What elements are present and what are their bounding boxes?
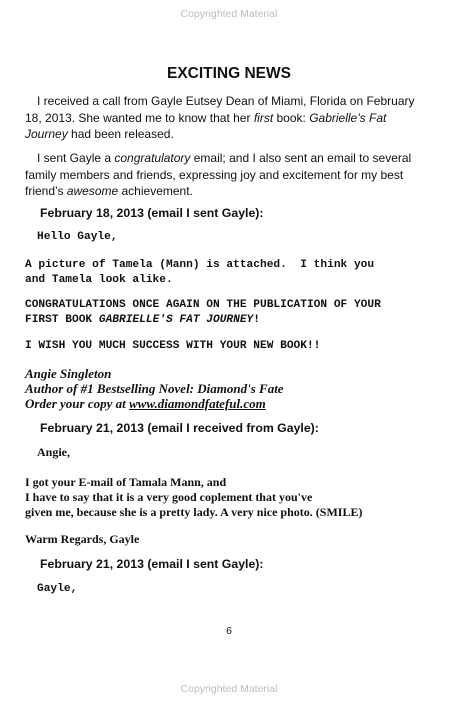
signature-author: Author of #1 Bestselling Novel: Diamond's Fate bbox=[25, 381, 284, 396]
email3-greeting: Gayle, bbox=[37, 583, 78, 595]
para1-book-title: Gabrielle’s Fat Journey bbox=[25, 110, 387, 141]
para2-text-c: achievement. bbox=[118, 184, 193, 198]
page-number: 6 bbox=[226, 625, 232, 637]
email1-line-2: and Tamela look alike. bbox=[25, 274, 173, 286]
para1-text-a: I received a call from Gayle Eutsey Dean of Miami, Florida on February 18, 2013. She wanted me to know that her bbox=[25, 94, 415, 125]
copyright-watermark-top: Copyrighted Material bbox=[180, 8, 278, 20]
para2-text-b: email; and I also sent an email to several family members and friends, expressing joy and excitement for my best friend’s bbox=[25, 151, 412, 198]
paragraph-2 bbox=[25, 150, 417, 200]
page-title: EXCITING NEWS bbox=[166, 65, 291, 82]
email1-line-5: I WISH YOU MUCH SUCCESS WITH YOUR NEW BOOK!! bbox=[25, 340, 321, 352]
para1-text-c: had been released. bbox=[67, 127, 174, 141]
signature-website-link[interactable]: www.diamondfateful.com bbox=[129, 396, 266, 411]
email1-line-4-prefix: FIRST BOOK bbox=[25, 314, 99, 326]
email-heading-feb18: February 18, 2013 (email I sent Gayle): bbox=[40, 206, 264, 220]
email1-book-title: GABRIELLE'S FAT JOURNEY bbox=[98, 314, 254, 326]
email-heading-feb21-sent: February 21, 2013 (email I sent Gayle): bbox=[40, 557, 264, 571]
signature-order bbox=[25, 396, 266, 412]
email1-greeting: Hello Gayle, bbox=[37, 231, 118, 243]
email1-line-4-suffix: ! bbox=[253, 314, 260, 326]
para1-text-b: book: bbox=[273, 110, 310, 125]
para2-emphasis-awesome: awesome bbox=[66, 184, 119, 198]
copyright-watermark-bottom: Copyrighted Material bbox=[180, 683, 278, 695]
para2-text-a: I sent Gayle a bbox=[37, 151, 115, 165]
email2-closing: Warm Regards, Gayle bbox=[25, 532, 140, 546]
email1-line-3: CONGRATULATIONS ONCE AGAIN ON THE PUBLICATION OF YOUR bbox=[25, 299, 381, 311]
signature-order-prefix: Order your copy at bbox=[25, 396, 129, 411]
email1-line-1: A picture of Tamela (Mann) is attached. I think you bbox=[25, 259, 375, 271]
paragraph-1 bbox=[25, 93, 417, 143]
email2-line-1: I got your E-mail of Tamala Mann, and bbox=[25, 475, 227, 489]
email1-line-4 bbox=[25, 313, 260, 328]
para1-emphasis-first: first bbox=[253, 110, 274, 125]
para2-emphasis-congratulatory: congratulatory bbox=[114, 151, 191, 165]
email2-line-2: I have to say that it is a very good coplement that you've bbox=[25, 490, 313, 504]
email-heading-feb21-received: February 21, 2013 (email I received from Gayle): bbox=[40, 421, 319, 435]
email2-greeting: Angie, bbox=[37, 445, 70, 459]
signature-name: Angie Singleton bbox=[25, 366, 112, 381]
email2-line-3: given me, because she is a pretty lady. A very nice photo. (SMILE) bbox=[25, 505, 363, 519]
